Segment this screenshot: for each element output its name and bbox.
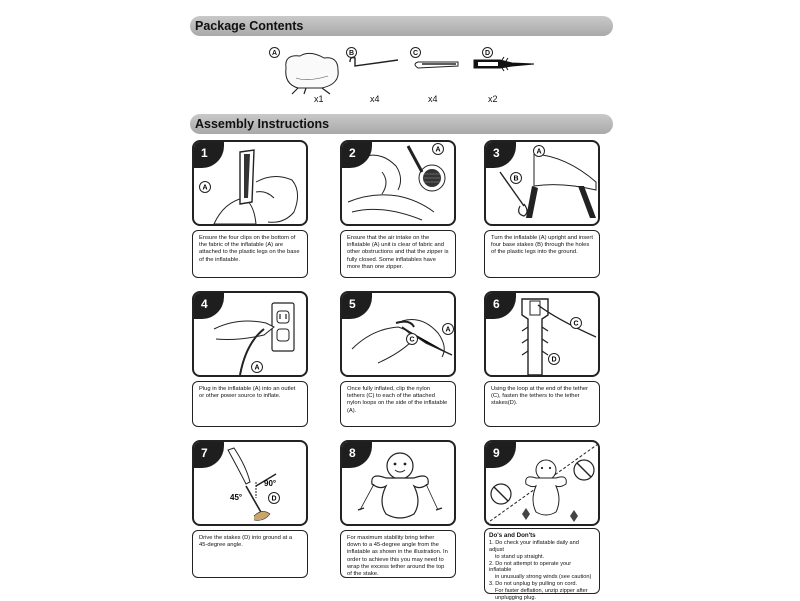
package-contents-title: Package Contents	[195, 19, 304, 33]
label-a: A	[445, 326, 451, 334]
label-c: C	[573, 320, 579, 328]
angle-45-label: 45°	[230, 493, 243, 502]
step-7-text: Drive the stakes (D) into ground at a 45-degree angle.	[192, 530, 308, 578]
step-6-illustration	[484, 291, 600, 377]
label-a: A	[435, 146, 441, 154]
item-letter-badge: D	[482, 47, 493, 58]
step-1-text: Ensure the four clips on the bottom of the fabric of the inflatable (A) are attached to the plastic legs on the base of the inflatable.	[192, 230, 308, 278]
label-a: A	[536, 148, 542, 156]
step-number: 1	[192, 140, 224, 168]
assembly-instructions-header	[190, 114, 613, 134]
step-5-illustration	[340, 291, 456, 377]
step-8-illustration	[340, 440, 456, 526]
label-b: B	[513, 175, 519, 183]
step-number: 7	[192, 440, 224, 468]
label-d: D	[551, 356, 557, 364]
step-number: 4	[192, 291, 224, 319]
step-number: 5	[340, 291, 372, 319]
step-5-text: Once fully inflated, clip the nylon tethers (C) to each of the attached nylon loops on the side of the inflatable (A).	[340, 381, 456, 427]
step-number: 6	[484, 291, 516, 319]
label-d: D	[271, 495, 277, 503]
step-4-illustration	[192, 291, 308, 377]
dos-donts-line: 2. Do not attempt to operate your inflatable	[489, 560, 572, 574]
step-4-text: Plug in the inflatable (A) into an outlet or other power source to inflate.	[192, 381, 308, 427]
package-item-a	[268, 44, 348, 106]
step-7-illustration	[192, 440, 308, 526]
step-number: 2	[340, 140, 372, 168]
label-c: C	[409, 336, 415, 344]
step-3-illustration	[484, 140, 600, 226]
step-number: 3	[484, 140, 516, 168]
item-quantity: x4	[370, 94, 380, 104]
step-2-text: Ensure that the air intake on the inflatable (A) unit is clear of fabric and other obstructions and that the zipper is fully closed. Some inflatables have more than one zipper.	[340, 230, 456, 278]
assembly-instructions-title: Assembly Instructions	[195, 117, 330, 131]
item-quantity: x4	[428, 94, 438, 104]
dos-donts-line: to stand up straight.	[495, 553, 545, 560]
dos-donts-line: For faster deflation, unzip zipper after	[495, 587, 588, 594]
label-a: A	[254, 364, 260, 372]
dos-donts-line: 3. Do not unplug by pulling on cord.	[489, 580, 578, 587]
package-item-c	[408, 46, 468, 106]
base-stake-icon	[346, 54, 402, 74]
item-quantity: x1	[314, 94, 324, 104]
angle-90-label: 90°	[264, 479, 277, 488]
label-a: A	[202, 184, 208, 192]
step-8-text: For maximum stability bring tether down to a 45-degree angle from the inflatable as shown in the illustration. In order to achieve this you may need to wrap the excess tether around the top of the stake.	[340, 530, 456, 578]
dos-donts-title: Do's and Don'ts	[489, 532, 536, 539]
package-contents-header	[190, 16, 613, 36]
item-letter-badge: B	[346, 47, 357, 58]
dos-donts-line: in unusually strong winds (see caution)	[495, 574, 592, 581]
nylon-tether-icon	[410, 54, 466, 76]
item-quantity: x2	[488, 94, 498, 104]
item-letter-badge: C	[410, 47, 421, 58]
step-number: 9	[484, 440, 516, 468]
dos-donts-box	[484, 528, 600, 601]
dos-donts-line: unplugging plug.	[495, 594, 537, 601]
package-item-d	[472, 46, 538, 106]
item-letter-badge: A	[269, 47, 280, 58]
step-1-illustration	[192, 140, 308, 226]
step-2-illustration	[340, 140, 456, 226]
package-item-b	[344, 46, 404, 106]
dos-donts-line: 1. Do check your inflatable daily and adjust	[489, 540, 579, 553]
step-number: 8	[340, 440, 372, 468]
step-3-text: Turn the inflatable (A) upright and insert four base stakes (B) through the holes of the plastic legs into the ground.	[484, 230, 600, 278]
step-6-text: Using the loop at the end of the tether (C), fasten the tethers to the tether stakes(D).	[484, 381, 600, 427]
step-9-illustration	[484, 440, 600, 526]
tether-stake-icon	[472, 54, 536, 76]
